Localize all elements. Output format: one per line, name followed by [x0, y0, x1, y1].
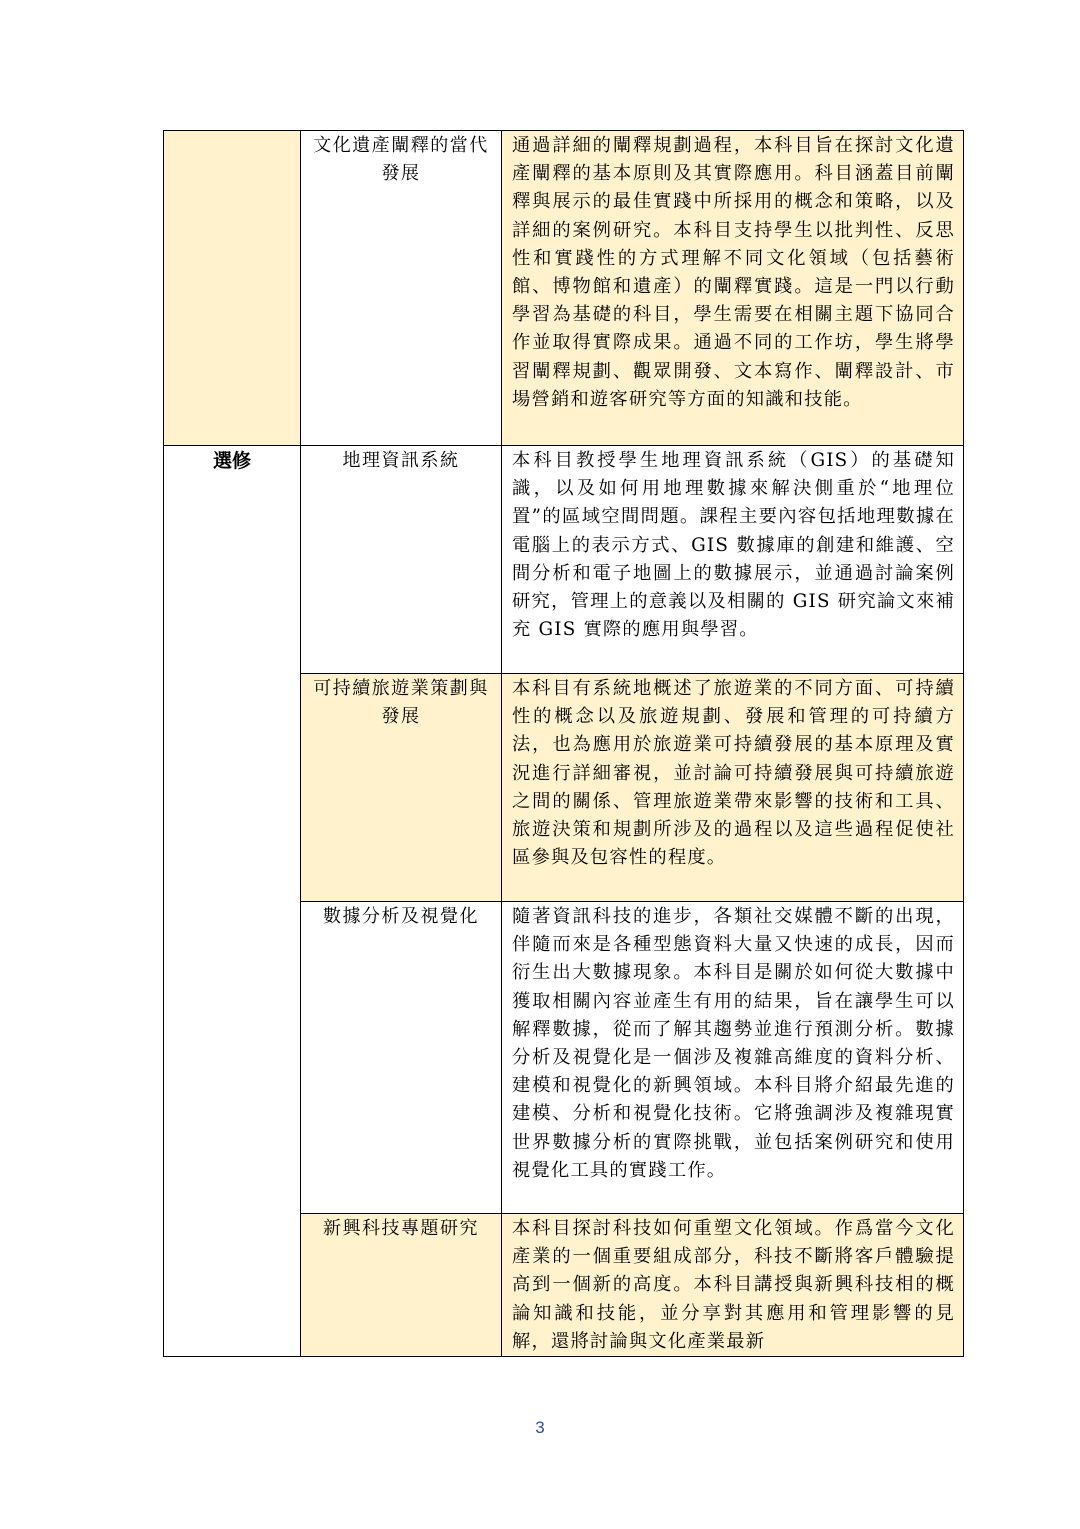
course-name-cell: 地理資訊系統	[301, 446, 502, 674]
course-description-cell: 通過詳細的闡釋規劃過程，本科目旨在探討文化遺產闡釋的基本原則及其實際應用。科目涵蓋目前闡釋與展示的最佳實踐中所採用的概念和策略，以及詳細的案例研究。本科目支持學生以批判性、反思性和實踐性的方式理解不同文化領域（包括藝術館、博物館和遺產）的闡釋實踐。這是一門以行動學習為基礎的科目，學生需要在相關主題下協同合作並取得實際成果。通過不同的工作坊，學生將學習闡釋規劃、觀眾開發、文本寫作、闡釋設計、市場營銷和遊客研究等方面的知識和技能。	[502, 131, 964, 446]
table-row	[164, 446, 964, 674]
table-row	[164, 131, 964, 446]
category-cell: 選修	[164, 446, 301, 1357]
course-name-cell: 新興科技專題研究	[301, 1214, 502, 1357]
course-description-cell: 隨著資訊科技的進步，各類社交媒體不斷的出現，伴隨而來是各種型態資料大量又快速的成長，因而衍生出大數據現象。本科目是關於如何從大數據中獲取相關內容並產生有用的結果，旨在讓學生可以解釋數據，從而了解其趨勢並進行預測分析。數據分析及視覺化是一個涉及複雜高維度的資料分析、建模和視覺化的新興領域。本科目將介紹最先進的建模、分析和視覺化技術。它將強調涉及複雜現實世界數據分析的實際挑戰，並包括案例研究和使用視覺化工具的實踐工作。	[502, 902, 964, 1214]
course-name-cell: 數據分析及視覺化	[301, 902, 502, 1214]
course-description-cell: 本科目教授學生地理資訊系統（GIS）的基礎知識，以及如何用地理數據來解決側重於“地理位置”的區域空間問題。課程主要內容包括地理數據在電腦上的表示方式、GIS 數據庫的創建和維護、空間分析和電子地圖上的數據展示，並通過討論案例研究，管理上的意義以及相關的 GIS 研究論文來補充 GIS 實際的應用與學習。	[502, 446, 964, 674]
course-description-cell: 本科目探討科技如何重塑文化領域。作爲當今文化產業的一個重要組成部分，科技不斷將客戶體驗提高到一個新的高度。本科目講授與新興科技相的概論知識和技能，並分享對其應用和管理影響的見解，還將討論與文化產業最新	[502, 1214, 964, 1357]
course-table	[163, 130, 964, 1357]
course-name-cell: 文化遺產闡釋的當代發展	[301, 131, 502, 446]
category-cell	[164, 131, 301, 446]
page-number: 3	[535, 1418, 545, 1437]
course-description-cell: 本科目有系統地概述了旅遊業的不同方面、可持續性的概念以及旅遊規劃、發展和管理的可持續方法，也為應用於旅遊業可持續發展的基本原理及實況進行詳細審視，並討論可持續發展與可持續旅遊之間的關係、管理旅遊業帶來影響的技術和工具、旅遊決策和規劃所涉及的過程以及這些過程促使社區參與及包容性的程度。	[502, 674, 964, 902]
course-name-cell: 可持續旅遊業策劃與發展	[301, 674, 502, 902]
